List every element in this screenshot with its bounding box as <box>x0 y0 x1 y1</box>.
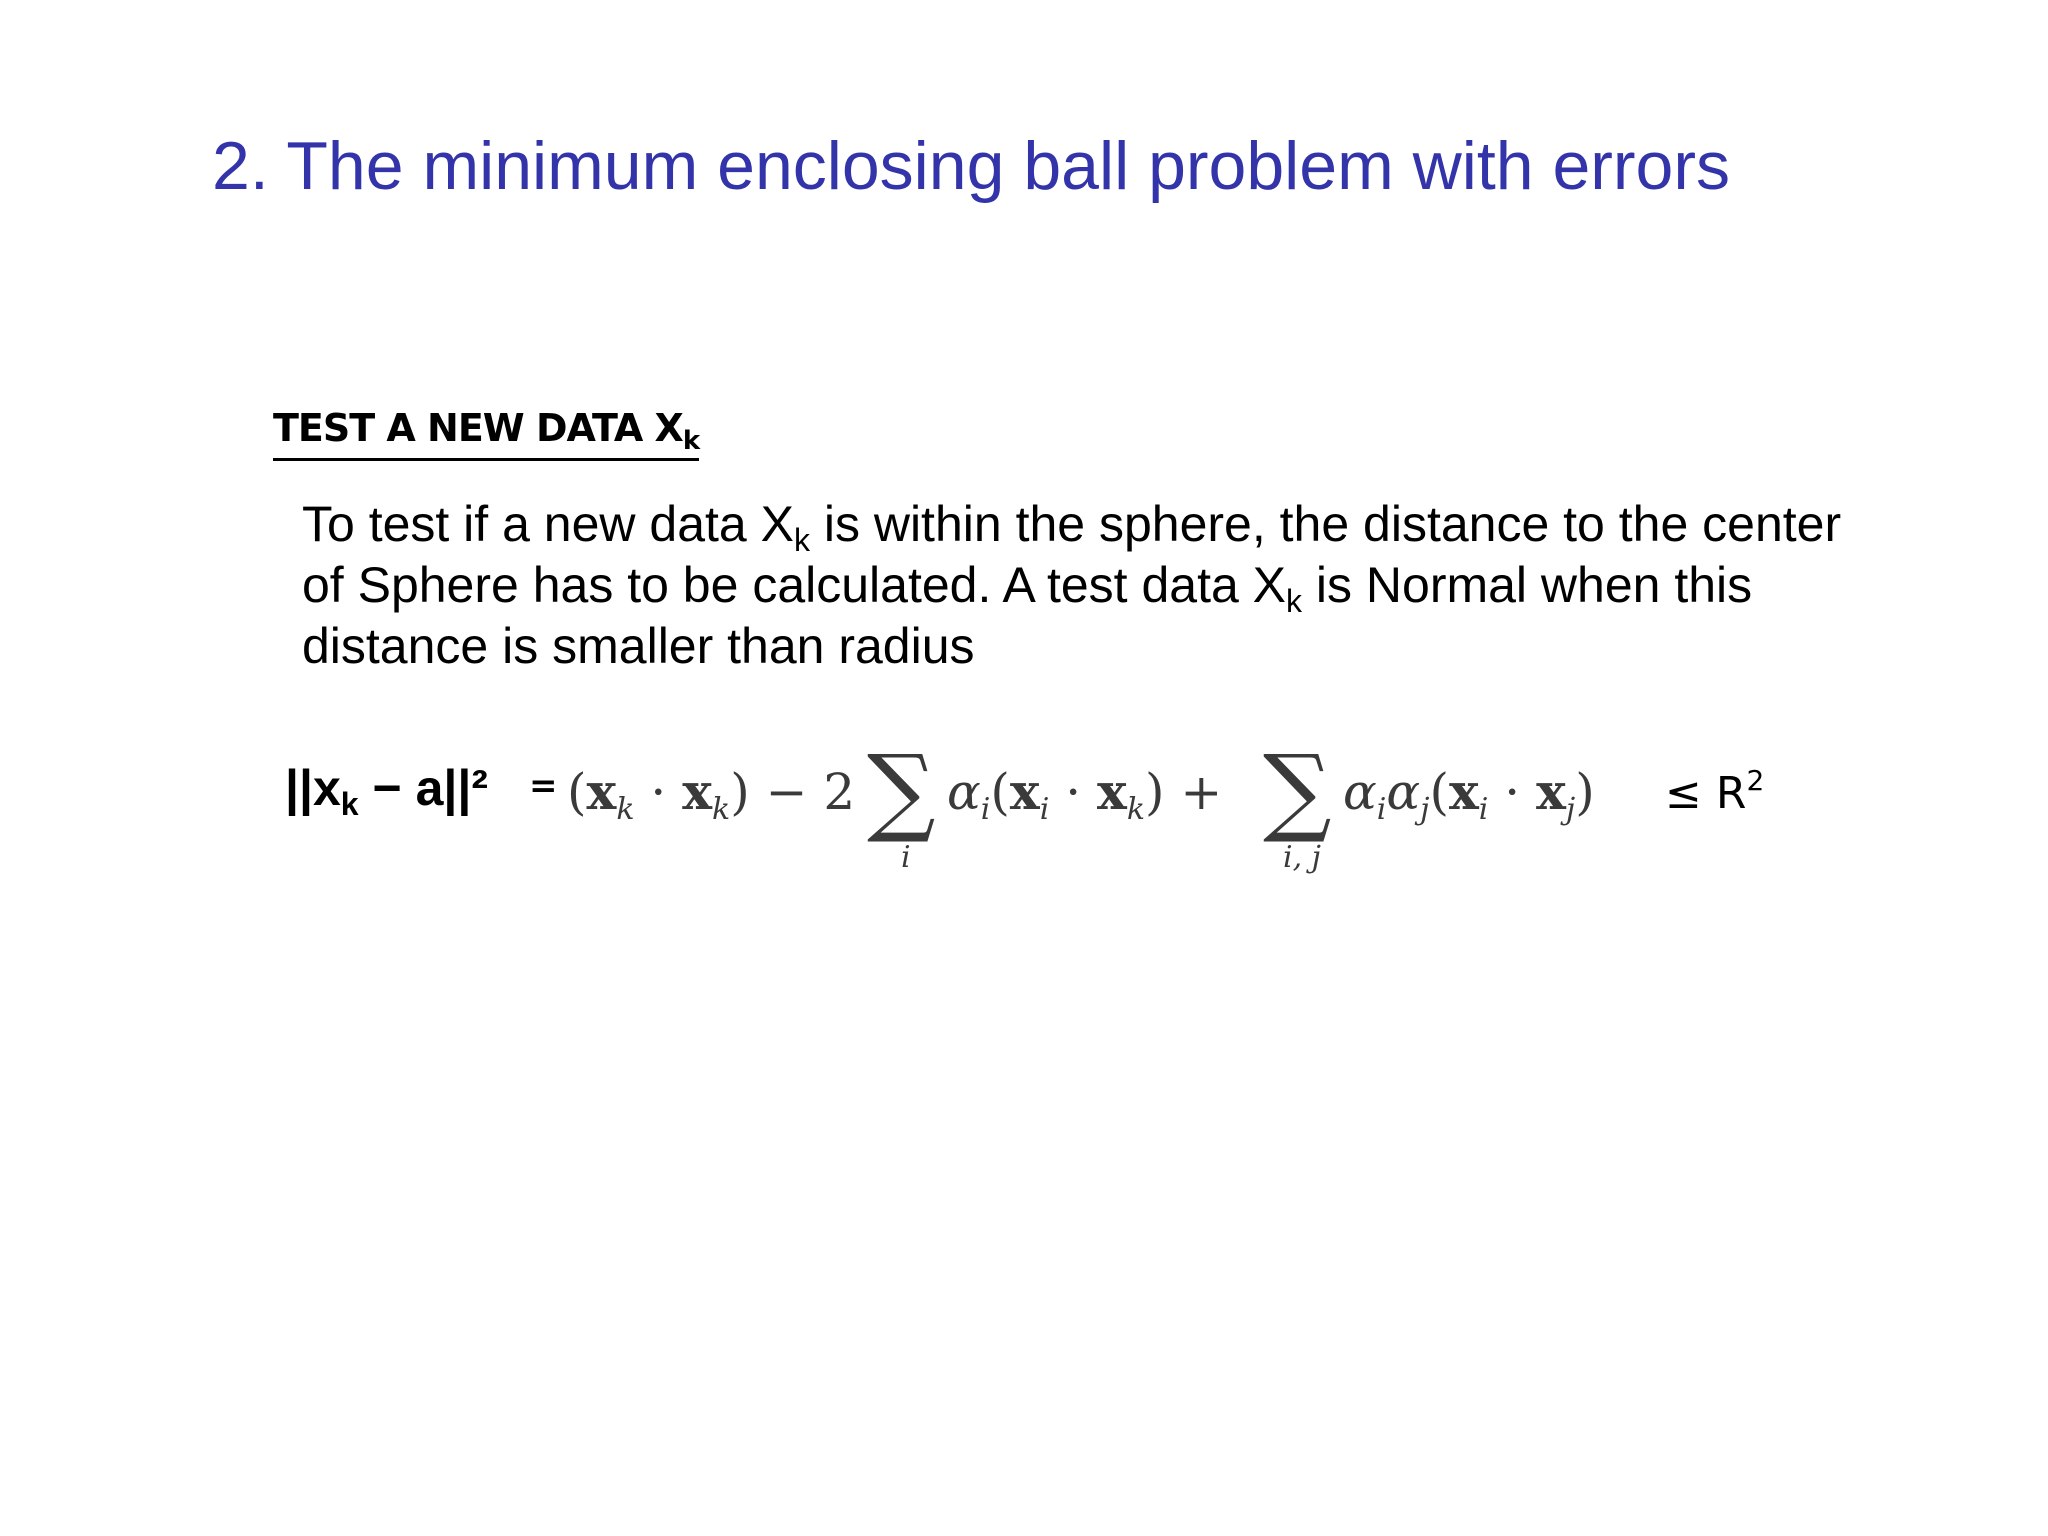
description-paragraph <box>302 494 1942 677</box>
equals-sign: = <box>529 766 558 806</box>
formula-term-2: $\alpha_i(x_i \cdot x_k)$ + <box>947 762 1223 827</box>
paragraph-line-1-end: is within the sphere, the distance to the center <box>809 496 1842 552</box>
summation-symbol-1: ∑ <box>867 734 936 846</box>
summation-index-1: i <box>901 840 911 875</box>
paragraph-line-1 <box>302 494 1942 558</box>
formula-term-3: $\alpha_i\alpha_j(x_i \cdot x_j)$ <box>1343 762 1595 827</box>
paragraph-line-1-start: To test if a new data X <box>302 496 794 552</box>
distance-equation <box>285 734 1785 890</box>
equation-lhs-subscript: k <box>340 786 359 822</box>
formula-term-1: $(x_k \cdot x_k) - 2$ <box>567 762 856 827</box>
equation-lhs <box>285 758 489 822</box>
slide-title: 2. The minimum enclosing ball problem with errors <box>212 128 1731 204</box>
paragraph-line-3: distance is smaller than radius <box>302 618 975 674</box>
paragraph-line-2-end: is Normal when this <box>1302 557 1753 613</box>
paragraph-line-1-subscript: k <box>793 522 810 558</box>
inequality-text: ≤ R <box>1665 768 1747 819</box>
equation-lhs-start: ||x <box>285 760 341 816</box>
equation-formula-image <box>567 734 1667 890</box>
section-heading <box>273 398 699 461</box>
section-heading-text: TEST A NEW DATA X <box>273 406 683 450</box>
paragraph-line-2 <box>302 555 1942 619</box>
equation-lhs-end: − a||² <box>358 760 489 816</box>
summation-index-2: i, j <box>1283 840 1321 875</box>
paragraph-line-2-subscript: k <box>1286 583 1303 619</box>
inequality-superscript: 2 <box>1746 764 1765 797</box>
summation-symbol-2: ∑ <box>1263 734 1332 846</box>
paragraph-line-2-start: of Sphere has to be calculated. A test data X <box>302 557 1287 613</box>
equation-inequality <box>1665 766 1764 822</box>
section-heading-subscript: k <box>682 426 700 456</box>
